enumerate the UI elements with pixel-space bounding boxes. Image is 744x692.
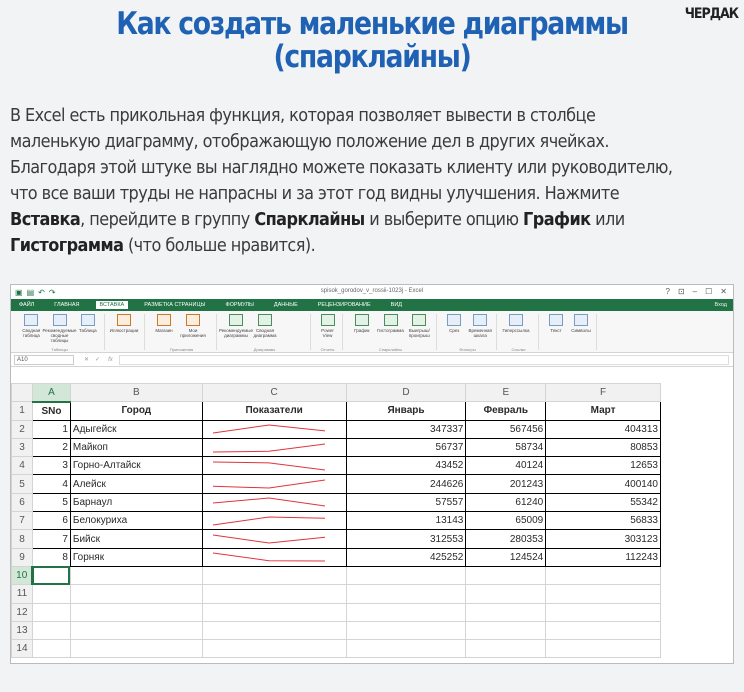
row-header-13[interactable]: 13 [12,621,33,639]
ribbon-group-0 [15,314,105,350]
row-4 [12,457,661,475]
row-3 [12,438,661,456]
ribbon-button-4[interactable] [151,314,177,333]
row-header-11[interactable]: 11 [12,585,33,603]
row-header-1[interactable]: 1 [12,402,33,420]
page-title [52,8,692,74]
ribbon-group-label: Отчеты [320,347,335,352]
empty-cell[interactable] [466,585,546,603]
tab-0[interactable]: ФАЙЛ [19,302,35,308]
empty-cell[interactable] [546,585,661,603]
ribbon-button-2[interactable] [76,314,101,333]
cell-january[interactable]: 57557 [346,493,466,511]
cell-february[interactable]: 124524 [466,548,546,566]
ribbon-button-icon [229,314,243,326]
empty-cell[interactable] [70,603,202,621]
cell-february[interactable]: 58734 [466,438,546,456]
sparkline [205,531,333,547]
empty-cell[interactable] [32,621,70,639]
sparkline-path [213,517,325,525]
ribbon-group-label: Диаграммы [253,347,276,352]
ribbon-button-label: Power View [321,328,334,338]
cell-january[interactable]: 312553 [346,530,466,548]
para-line-5 [10,207,672,233]
ribbon-button-8[interactable] [317,314,338,338]
ribbon-button-10[interactable] [378,314,404,333]
cell-sno[interactable]: 3 [32,457,70,475]
cell-city[interactable]: Горняк [70,548,202,566]
ribbon-button-icon [321,314,335,326]
cancel-icon[interactable]: ✕ [84,357,90,363]
description [10,103,672,259]
ribbon-button-label: Иллюстрации [109,328,139,333]
cell-sno[interactable]: 4 [32,475,70,493]
sparkline-path [213,462,325,470]
excel-icon[interactable]: ▣ [15,287,23,297]
bold-insert: Вставка [10,210,81,230]
ribbon-group-label: Приложения [169,347,194,352]
column-header-B[interactable]: B [70,384,202,402]
row-header-6[interactable]: 6 [12,493,33,511]
row-10 [12,566,661,584]
column-header-row [12,384,661,402]
sparkline [205,421,333,437]
header-cell-mar[interactable]: Март [546,402,661,420]
row-12 [12,603,661,621]
para-text: , перейдите в группу [80,210,255,230]
empty-cell[interactable] [202,585,346,603]
empty-cell[interactable] [466,621,546,639]
cell-sno[interactable]: 2 [32,438,70,456]
empty-cell[interactable] [546,640,661,658]
cell-february[interactable]: 65009 [466,512,546,530]
empty-cell[interactable] [346,621,466,639]
save-icon[interactable]: ▤ [26,287,35,297]
empty-cell[interactable] [346,640,466,658]
cell-february[interactable]: 61240 [466,493,546,511]
empty-cell[interactable] [202,603,346,621]
ribbon-button-icon [549,314,563,326]
name-box[interactable]: A10 [14,355,74,365]
cell-january[interactable]: 425252 [346,548,466,566]
ribbon-button-9[interactable] [349,314,375,333]
ribbon-button-16[interactable] [570,314,592,333]
ribbon-group-4 [313,314,343,350]
ribbon-button-label: Таблица [78,328,97,333]
row-6 [12,493,661,511]
ribbon-group-label: Таблицы [51,347,68,352]
cell-sparkline[interactable] [202,548,346,566]
ribbon-button-icon [384,314,398,326]
column-header-F[interactable]: F [546,384,661,402]
ribbon-group-1 [107,314,145,350]
para-line-4: что все ваши труды не напрасны и за этот год видны улучшения. Нажмите [10,184,620,204]
ribbon-button-14[interactable] [503,314,529,333]
ribbon-button-icon [53,314,67,326]
cell-sparkline[interactable] [202,475,346,493]
ribbon-button-label: Сводная таблица [22,328,41,338]
cell-sparkline[interactable] [202,438,346,456]
ribbon-button-label: График [354,328,370,333]
formula-input[interactable] [119,355,729,365]
logo: ЧЕРДАК [684,6,738,22]
ribbon-button-label: Гиперссылка [502,328,530,333]
sparkline [205,494,333,510]
para-line-3: Благодаря этой штуке вы наглядно можете показать клиенту или руководителю, [10,158,673,178]
empty-cell[interactable] [32,640,70,658]
enter-icon[interactable]: ✓ [95,357,101,363]
cell-march[interactable]: 12653 [546,457,661,475]
sparkline-path [213,535,325,543]
cell-city[interactable]: Алейск [70,475,202,493]
cell-march[interactable]: 303123 [546,530,661,548]
cell-sparkline[interactable] [202,457,346,475]
bold-sparklines: Спарклайны [254,210,365,230]
sparkline [205,549,333,565]
undo-icon[interactable]: ↶ [38,287,45,297]
redo-icon[interactable]: ↷ [48,287,56,297]
cell-january[interactable]: 244626 [346,475,466,493]
spreadsheet-grid [11,383,661,658]
sparkline-path [213,480,325,488]
ribbon-group-8 [541,314,597,350]
row-11 [12,585,661,603]
ribbon-button-icon [574,314,588,326]
cell-sparkline[interactable] [202,493,346,511]
tab-6[interactable]: РЕЦЕНЗИРОВАНИЕ [317,302,371,308]
empty-cell[interactable] [202,566,346,584]
ribbon-button-label: Магазин [155,328,173,333]
column-header-A[interactable]: A [32,384,70,402]
select-all-corner[interactable] [12,384,33,402]
title-line-2: (спарклайны) [273,39,471,75]
empty-cell[interactable] [546,621,661,639]
empty-cell[interactable] [70,585,202,603]
ribbon-button-0[interactable] [19,314,44,338]
cell-march[interactable]: 400140 [546,475,661,493]
sparkline-path [213,498,325,506]
column-header-D[interactable]: D [346,384,466,402]
para-line-1: В Excel есть прикольная функция, которая позволяет вывести в столбце [10,106,596,126]
empty-cell[interactable] [32,566,70,584]
empty-cell[interactable] [32,585,70,603]
cell-city[interactable]: Горно-Алтайск [70,457,202,475]
row-header-14[interactable]: 14 [12,640,33,658]
ribbon-display-icon[interactable]: ⊡ [677,287,685,296]
sparkline [205,476,333,492]
ribbon-button-icon [473,314,487,326]
empty-cell[interactable] [70,566,202,584]
para-text: или [590,210,625,230]
ribbon-button-1[interactable] [42,314,77,343]
row-1 [12,402,661,420]
ribbon-button-label: Символы [571,328,591,333]
ribbon-button-label: Текст [550,328,562,333]
empty-cell[interactable] [466,640,546,658]
row-8 [12,530,661,548]
bold-line: График [523,210,591,230]
cell-sno[interactable]: 1 [32,420,70,438]
tab-5[interactable]: ДАННЫЕ [273,302,298,308]
cell-january[interactable]: 13143 [346,512,466,530]
row-5 [12,475,661,493]
excel-window [10,284,734,664]
ribbon-button-label: Временная шкала [468,328,492,338]
cell-city[interactable]: Бийск [70,530,202,548]
empty-cell[interactable] [70,621,202,639]
ribbon-button-15[interactable] [545,314,567,333]
ribbon-group-label: Фильтры [459,347,476,352]
header-cell-ind[interactable]: Показатели [202,402,346,420]
ribbon-button-label: Рекомендуемые диаграммы [218,328,254,338]
ribbon-button-label: Сводная диаграмма [253,328,277,338]
empty-cell[interactable] [346,566,466,584]
ribbon-button-icon [258,314,272,326]
column-header-E[interactable]: E [466,384,546,402]
ribbon-button-icon [355,314,369,326]
ribbon-button-label: Гистограмма [377,328,404,333]
row-header-7[interactable]: 7 [12,512,33,530]
header-cell-city[interactable]: Город [70,402,202,420]
cell-city[interactable]: Майкоп [70,438,202,456]
ribbon-group-6 [439,314,497,350]
para-line-2: маленькую диаграмму, отображающую положение дел в других ячейках. [10,132,609,152]
cell-march[interactable]: 55342 [546,493,661,511]
ribbon-button-icon [447,314,461,326]
minimize-icon[interactable]: – [692,287,698,296]
cell-city[interactable]: Барнаул [70,493,202,511]
ribbon [11,311,733,353]
title-line-1: Как создать маленькие диаграммы [116,6,628,42]
cell-city[interactable]: Белокуриха [70,512,202,530]
row-13 [12,621,661,639]
help-icon[interactable]: ? [665,287,670,296]
ribbon-button-12[interactable] [443,314,465,333]
row-header-4[interactable]: 4 [12,457,33,475]
cell-sparkline[interactable] [202,530,346,548]
cell-february[interactable]: 40124 [466,457,546,475]
sparkline [205,513,333,529]
window-controls [666,287,727,296]
ribbon-button-11[interactable] [407,314,433,338]
ribbon-button-icon [412,314,426,326]
tab-2[interactable]: ВСТАВКА [96,301,129,309]
ribbon-button-label: Выигрыш/ проигрыш [408,328,430,338]
cell-february[interactable]: 567456 [466,420,546,438]
para-line-6 [10,233,672,259]
sign-in-link[interactable]: Вход [714,302,727,308]
ribbon-button-label: Рекомендуемые сводные таблицы [42,328,77,343]
ribbon-button-13[interactable] [468,314,492,338]
cell-january[interactable]: 43452 [346,457,466,475]
tab-4[interactable]: ФОРМУЛЫ [225,302,254,308]
ribbon-group-7 [499,314,539,350]
tab-7[interactable]: ВИД [390,302,403,308]
ribbon-button-icon [186,314,200,326]
para-text: и выберите опцию [364,210,524,230]
column-header-C[interactable]: C [202,384,346,402]
cell-january[interactable]: 56737 [346,438,466,456]
row-header-2[interactable]: 2 [12,420,33,438]
tab-3[interactable]: РАЗМЕТКА СТРАНИЦЫ [144,302,206,308]
header-cell-feb[interactable]: Февраль [466,402,546,420]
cell-march[interactable]: 112243 [546,548,661,566]
empty-cell[interactable] [202,621,346,639]
sparkline-path [213,425,325,433]
cell-march[interactable]: 80853 [546,438,661,456]
row-14 [12,640,661,658]
row-9 [12,548,661,566]
header-cell-sno[interactable]: SNo [32,402,70,420]
ribbon-group-5 [345,314,437,350]
cell-city[interactable]: Адыгейск [70,420,202,438]
title-bar [11,285,733,299]
bold-column: Гистограмма [10,236,124,256]
sparkline-path [213,444,325,452]
row-header-3[interactable]: 3 [12,438,33,456]
empty-cell[interactable] [546,566,661,584]
ribbon-button-7[interactable] [252,314,278,338]
empty-cell[interactable] [546,603,661,621]
cell-march[interactable]: 56833 [546,512,661,530]
cell-february[interactable]: 280353 [466,530,546,548]
row-7 [12,512,661,530]
sparkline [205,440,333,456]
header-cell-jan[interactable]: Январь [346,402,466,420]
cell-january[interactable]: 347337 [346,420,466,438]
ribbon-tabs [11,299,733,311]
ribbon-button-label: Срез [449,328,460,333]
maximize-icon[interactable]: ☐ [705,287,713,296]
row-header-10[interactable]: 10 [12,566,33,584]
cell-march[interactable]: 404313 [546,420,661,438]
empty-cell[interactable] [346,585,466,603]
ribbon-button-icon [81,314,95,326]
row-header-8[interactable]: 8 [12,530,33,548]
ribbon-button-5[interactable] [180,314,206,338]
para-text: (что больше нравится). [123,236,316,256]
cell-february[interactable]: 201243 [466,475,546,493]
ribbon-button-icon [24,314,38,326]
ribbon-button-3[interactable] [111,314,137,333]
close-icon[interactable]: ✕ [720,287,727,296]
ribbon-button-label: Мои приложения [180,328,206,338]
tab-1[interactable]: ГЛАВНАЯ [54,302,80,308]
empty-cell[interactable] [202,640,346,658]
cell-sno[interactable]: 7 [32,530,70,548]
empty-cell[interactable] [466,603,546,621]
ribbon-group-2 [147,314,217,350]
ribbon-group-label: Ссылки [511,347,526,352]
sparkline [205,458,333,474]
ribbon-button-icon [117,314,131,326]
empty-cell[interactable] [32,603,70,621]
row-2 [12,420,661,438]
row-header-9[interactable]: 9 [12,548,33,566]
row-header-5[interactable]: 5 [12,475,33,493]
cell-sno[interactable]: 6 [32,512,70,530]
cell-sno[interactable]: 8 [32,548,70,566]
fx-icon[interactable]: fx [108,356,113,363]
sparkline-path [213,553,325,561]
formula-bar [11,353,733,367]
ribbon-button-icon [157,314,171,326]
row-header-12[interactable]: 12 [12,603,33,621]
cell-sparkline[interactable] [202,420,346,438]
ribbon-group-label: Спарклайны [378,347,403,352]
empty-cell[interactable] [346,603,466,621]
ribbon-button-icon [509,314,523,326]
cell-sparkline[interactable] [202,512,346,530]
ribbon-button-6[interactable] [218,314,254,338]
empty-cell[interactable] [70,640,202,658]
cell-sno[interactable]: 5 [32,493,70,511]
document-title: spisok_gorodov_v_rossii-1023j - Excel [320,288,424,294]
ribbon-group-3 [219,314,311,350]
empty-cell[interactable] [466,566,546,584]
